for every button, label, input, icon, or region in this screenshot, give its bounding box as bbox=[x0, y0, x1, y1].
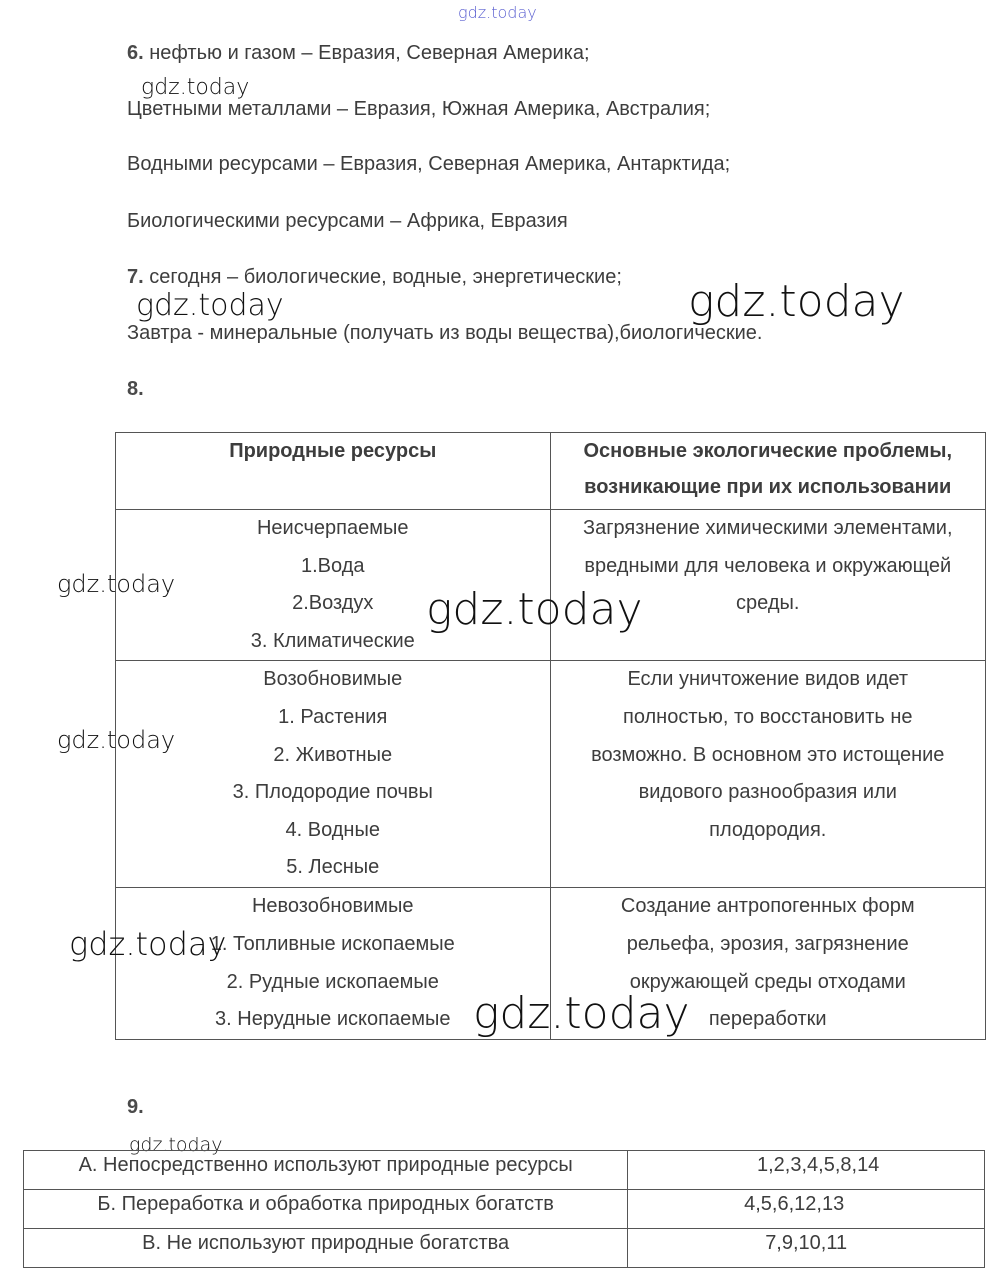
watermark: gdz.today bbox=[57, 570, 176, 598]
resources-cell: Возобновимые 1. Растения 2. Животные 3. Плодородие почвы 4. Водные 5. Лесные bbox=[116, 661, 551, 888]
numbers-cell: 7,9,10,11 bbox=[628, 1229, 985, 1268]
resources-table bbox=[115, 432, 986, 1040]
q6-line-2: Цветными металлами – Евразия, Южная Америка, Австралия; bbox=[127, 98, 711, 120]
q7-line-2: Завтра - минеральные (получать из воды вещества),биологические. bbox=[127, 322, 763, 344]
q7-number: 7. bbox=[127, 266, 144, 288]
watermark: gdz.today bbox=[473, 988, 690, 1039]
numbers-cell: 4,5,6,12,13 bbox=[628, 1190, 985, 1229]
economy-table bbox=[23, 1150, 985, 1268]
watermark: gdz.today bbox=[136, 288, 284, 323]
watermark: gdz.today bbox=[688, 276, 905, 327]
watermark: gdz.today bbox=[426, 584, 643, 635]
category-cell: В. Не используют природные богатства bbox=[24, 1229, 628, 1268]
q6-line-1 bbox=[127, 42, 590, 65]
q7-line-1 bbox=[127, 266, 622, 289]
q8-number: 8. bbox=[127, 378, 144, 400]
table-row bbox=[24, 1229, 985, 1268]
category-cell: Б. Переработка и обработка природных богатств bbox=[24, 1190, 628, 1229]
q6-number: 6. bbox=[127, 42, 144, 64]
problems-cell: Если уничтожение видов идет полностью, то восстановить не возможно. В основном это истощение видового разнообразия или плодородия. bbox=[550, 661, 986, 888]
q6-line-3: Водными ресурсами – Евразия, Северная Америка, Антарктида; bbox=[127, 153, 731, 175]
q6-line-4: Биологическими ресурсами – Африка, Евразия bbox=[127, 210, 568, 232]
numbers-cell: 1,2,3,4,5,8,14 bbox=[628, 1151, 985, 1190]
q6-text-1: нефтью и газом – Евразия, Северная Америка; bbox=[149, 42, 590, 64]
table-row bbox=[24, 1190, 985, 1229]
table-row bbox=[24, 1151, 985, 1190]
q9-number: 9. bbox=[127, 1096, 144, 1118]
watermark-top: gdz.today bbox=[458, 3, 537, 22]
watermark: gdz.today bbox=[57, 726, 176, 754]
resources-cell: Неисчерпаемые 1.Вода 2.Воздух 3. Климатические bbox=[116, 510, 551, 661]
q7-text-1: сегодня – биологические, водные, энергетические; bbox=[149, 266, 622, 288]
resources-cell: Невозобновимые 1. Топливные ископаемые 2. Рудные ископаемые 3. Нерудные ископаемые bbox=[116, 888, 551, 1039]
watermark: gdz.today bbox=[69, 925, 227, 963]
problems-cell: Загрязнение химическими элементами, вредными для человека и окружающей среды. bbox=[550, 510, 986, 661]
header-resources: Природные ресурсы bbox=[116, 433, 551, 510]
problems-cell: Создание антропогенных форм рельефа, эрозия, загрязнение окружающей среды отходами переработки bbox=[550, 888, 986, 1039]
table-row bbox=[116, 661, 986, 888]
watermark: gdz.today bbox=[141, 75, 250, 100]
watermark: gdz.today bbox=[129, 1134, 223, 1156]
header-problems: Основные экологические проблемы, возникающие при их использовании bbox=[550, 433, 986, 510]
category-cell: А. Непосредственно используют природные ресурсы bbox=[24, 1151, 628, 1190]
